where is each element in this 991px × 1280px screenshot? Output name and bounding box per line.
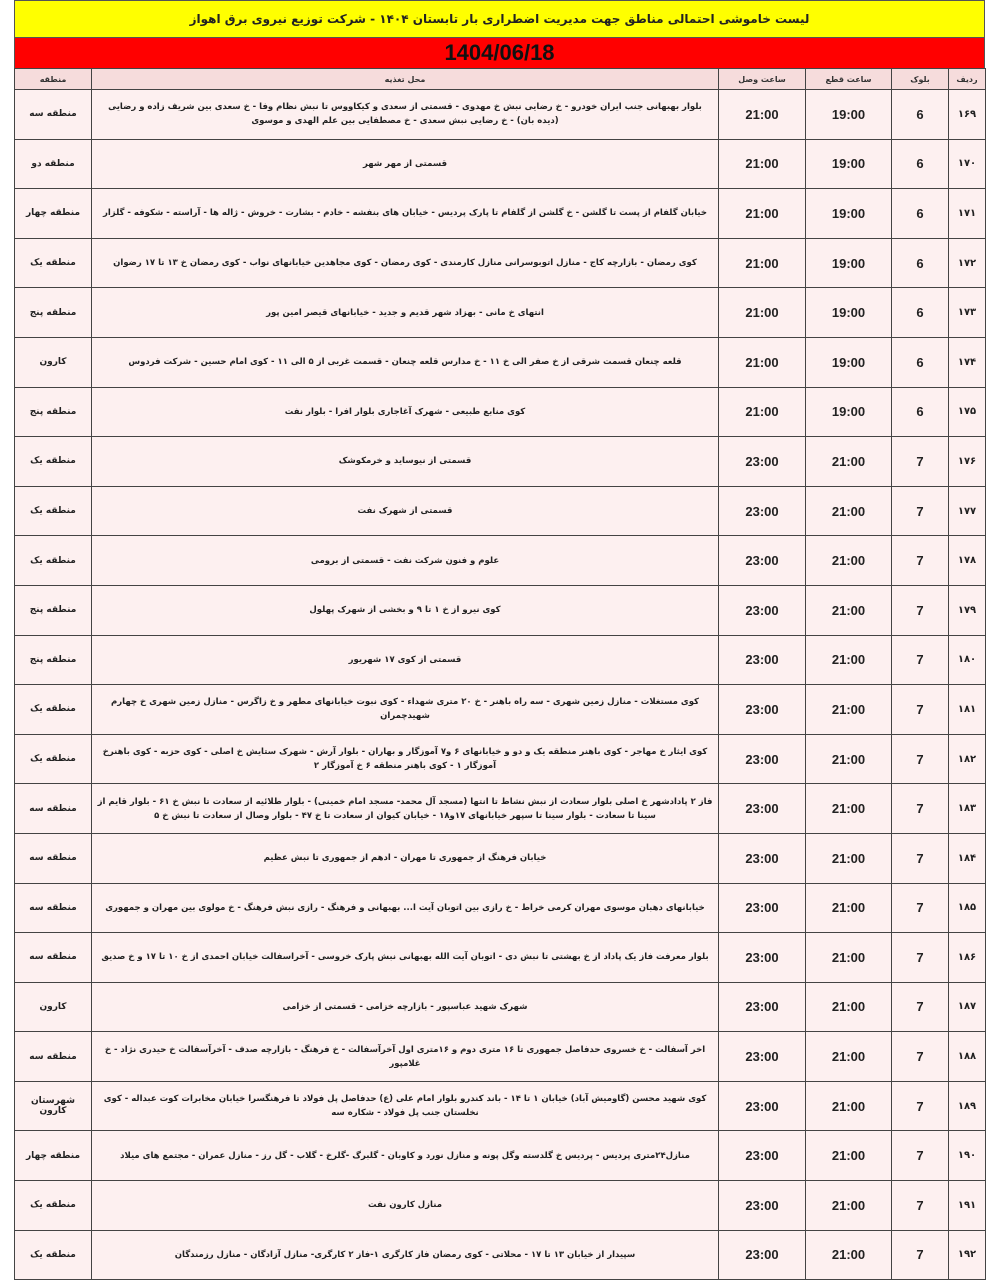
off-time-cell: 21:00 xyxy=(806,1032,892,1082)
row-number: ۱۸۷ xyxy=(949,982,986,1032)
region-cell: کارون xyxy=(15,337,92,387)
row-number: ۱۸۶ xyxy=(949,933,986,983)
location-cell: اخر آسفالت - خ خسروی حدفاصل جمهوری تا ۱۶ متری دوم و ۱۶متری اول آخرآسفالت - خ فرهنگ - بازارچه صدف - آخرآسفالت خ حیدری نژاد - خ غلامپور xyxy=(92,1032,719,1082)
region-cell: منطقه سه xyxy=(15,883,92,933)
table-row xyxy=(15,685,986,735)
on-time-cell: 23:00 xyxy=(719,1081,806,1131)
table-row xyxy=(15,288,986,338)
off-time-cell: 19:00 xyxy=(806,238,892,288)
region-cell: منطقه یک xyxy=(15,486,92,536)
block-cell: 7 xyxy=(892,635,949,685)
block-cell: 7 xyxy=(892,883,949,933)
on-time-cell: 23:00 xyxy=(719,486,806,536)
off-time-cell: 21:00 xyxy=(806,635,892,685)
location-cell: قسمتی از شهرک نفت xyxy=(92,486,719,536)
table-row xyxy=(15,883,986,933)
location-cell: شهرک شهید عباسپور - بازارچه خزامی - قسمتی از خزامی xyxy=(92,982,719,1032)
region-cell: منطقه چهار xyxy=(15,189,92,239)
off-time-cell: 19:00 xyxy=(806,189,892,239)
row-number: ۱۷۶ xyxy=(949,437,986,487)
table-row xyxy=(15,90,986,140)
block-cell: 7 xyxy=(892,1081,949,1131)
header-location: محل تغذیه xyxy=(92,69,719,90)
location-cell: علوم و فنون شرکت نفت - قسمتی از برومی xyxy=(92,536,719,586)
block-cell: 7 xyxy=(892,685,949,735)
block-cell: 7 xyxy=(892,1230,949,1280)
table-row xyxy=(15,238,986,288)
table-row xyxy=(15,635,986,685)
on-time-cell: 23:00 xyxy=(719,1230,806,1280)
on-time-cell: 21:00 xyxy=(719,189,806,239)
row-number: ۱۸۲ xyxy=(949,734,986,784)
table-row xyxy=(15,337,986,387)
location-cell: انتهای خ مانی - بهزاد شهر قدیم و جدید - خیابانهای قیصر امین پور xyxy=(92,288,719,338)
on-time-cell: 23:00 xyxy=(719,833,806,883)
region-cell: منطقه دو xyxy=(15,139,92,189)
block-cell: 6 xyxy=(892,90,949,140)
off-time-cell: 21:00 xyxy=(806,1181,892,1231)
table-row xyxy=(15,486,986,536)
region-cell: کارون xyxy=(15,982,92,1032)
row-number: ۱۹۱ xyxy=(949,1181,986,1231)
on-time-cell: 23:00 xyxy=(719,437,806,487)
block-cell: 6 xyxy=(892,189,949,239)
block-cell: 6 xyxy=(892,139,949,189)
on-time-cell: 23:00 xyxy=(719,1181,806,1231)
region-cell: منطقه یک xyxy=(15,536,92,586)
region-cell: منطقه یک xyxy=(15,1230,92,1280)
off-time-cell: 21:00 xyxy=(806,1081,892,1131)
off-time-cell: 19:00 xyxy=(806,337,892,387)
location-cell: کوی مستغلات - منازل زمین شهری - سه راه باهنر - خ ۲۰ متری شهداء - کوی نبوت خیابانهای مطهر و خ زاگرس - منازل زمین شهری خ چهارم شهیدچمران xyxy=(92,685,719,735)
location-cell: منازل۲۴متری پردیس - پردیس خ گلدسته وگل پونه و منازل نورد و کاوبان - گلبرگ -گلرخ - گلاب - گل رز - منازل عمران - مجتمع های میلاد xyxy=(92,1131,719,1181)
table-row xyxy=(15,536,986,586)
off-time-cell: 19:00 xyxy=(806,288,892,338)
block-cell: 7 xyxy=(892,486,949,536)
region-cell: شهرستان کارون xyxy=(15,1081,92,1131)
region-cell: منطقه سه xyxy=(15,90,92,140)
off-time-cell: 21:00 xyxy=(806,784,892,834)
off-time-cell: 21:00 xyxy=(806,685,892,735)
location-cell: قسمتی از مهر شهر xyxy=(92,139,719,189)
off-time-cell: 21:00 xyxy=(806,486,892,536)
region-cell: منطقه چهار xyxy=(15,1131,92,1181)
block-cell: 7 xyxy=(892,1131,949,1181)
location-cell: قسمتی از کوی ۱۷ شهریور xyxy=(92,635,719,685)
on-time-cell: 23:00 xyxy=(719,734,806,784)
table-row xyxy=(15,1032,986,1082)
location-cell: کوی منابع طبیعی - شهرک آغاجاری بلوار افرا - بلوار نفت xyxy=(92,387,719,437)
row-number: ۱۸۸ xyxy=(949,1032,986,1082)
on-time-cell: 23:00 xyxy=(719,685,806,735)
location-cell: خیابانهای دهبان موسوی مهران کرمی خراط - خ رازی بین اتوبان آیت ا... بهبهانی و فرهنگ - رازی نبش فرهنگ - خ مولوی بین مهران و جمهوری xyxy=(92,883,719,933)
region-cell: منطقه سه xyxy=(15,933,92,983)
block-cell: 6 xyxy=(892,337,949,387)
row-number: ۱۷۵ xyxy=(949,387,986,437)
location-cell: خیابان فرهنگ از جمهوری تا مهران - ادهم از جمهوری تا نبش عظیم xyxy=(92,833,719,883)
table-row xyxy=(15,784,986,834)
table-row xyxy=(15,387,986,437)
location-cell: کوی نیرو از خ ۱ تا ۹ و بخشی از شهرک پهلول xyxy=(92,585,719,635)
block-cell: 7 xyxy=(892,437,949,487)
table-row xyxy=(15,833,986,883)
table-row xyxy=(15,139,986,189)
on-time-cell: 23:00 xyxy=(719,635,806,685)
row-number: ۱۶۹ xyxy=(949,90,986,140)
on-time-cell: 21:00 xyxy=(719,139,806,189)
on-time-cell: 23:00 xyxy=(719,585,806,635)
on-time-cell: 23:00 xyxy=(719,883,806,933)
location-cell: خیابان گلفام از پست تا گلشن - خ گلشن از گلفام تا پارک پردیس - خیابان های بنفشه - خادم - بشارت - خروش - ژاله ها - آراسته - شکوفه - گلزار xyxy=(92,189,719,239)
block-cell: 7 xyxy=(892,585,949,635)
region-cell: منطقه یک xyxy=(15,685,92,735)
location-cell: منازل کارون نفت xyxy=(92,1181,719,1231)
row-number: ۱۷۷ xyxy=(949,486,986,536)
row-number: ۱۸۱ xyxy=(949,685,986,735)
region-cell: منطقه سه xyxy=(15,833,92,883)
block-cell: 6 xyxy=(892,387,949,437)
row-number: ۱۷۴ xyxy=(949,337,986,387)
on-time-cell: 21:00 xyxy=(719,337,806,387)
header-region: منطقه xyxy=(15,69,92,90)
row-number: ۱۷۰ xyxy=(949,139,986,189)
header-block: بلوک xyxy=(892,69,949,90)
location-cell: کوی شهید محسن (گاومیش آباد) خیابان ۱ تا ۱۴ - باند کندرو بلوار امام علی (ع) حدفاصل پل فولاد تا فرهنگسرا خیابان مخابرات کوت عبداله - کوی نخلستان جنب پل فولاد - شکاره سه xyxy=(92,1081,719,1131)
blackout-sheet xyxy=(14,0,985,1280)
table-row xyxy=(15,734,986,784)
table-row xyxy=(15,189,986,239)
location-cell: بلوار معرفت فاز یک پاداد از خ بهشتی تا نبش دی - اتوبان آیت الله بهبهانی نبش پارک خروسی - آخراسفالت خیابان احمدی از خ ۱۰ تا ۱۷ و خ صدیق xyxy=(92,933,719,983)
sheet-title: لیست خاموشی احتمالی مناطق جهت مدیریت اضطراری بار تابستان ۱۴۰۴ - شرکت توزیع نیروی برق اهواز xyxy=(14,0,985,38)
off-time-cell: 21:00 xyxy=(806,933,892,983)
region-cell: منطقه پنج xyxy=(15,288,92,338)
location-cell: سپیدار از خیابان ۱۳ تا ۱۷ - محلاتی - کوی رمضان فاز کارگری ۱-فاز ۲ کارگری- منازل آزادگان - منازل رزمندگان xyxy=(92,1230,719,1280)
region-cell: منطقه پنج xyxy=(15,387,92,437)
on-time-cell: 23:00 xyxy=(719,1032,806,1082)
row-number: ۱۸۹ xyxy=(949,1081,986,1131)
row-number: ۱۸۵ xyxy=(949,883,986,933)
block-cell: 7 xyxy=(892,784,949,834)
block-cell: 7 xyxy=(892,933,949,983)
off-time-cell: 21:00 xyxy=(806,437,892,487)
row-number: ۱۷۸ xyxy=(949,536,986,586)
location-cell: کوی ایثار خ مهاجر - کوی باهنر منطقه یک و دو و خیابانهای ۶ و۷ آموزگار و بهاران - بلوار آرش - شهرک ستایش خ اصلی - کوی حزبه - کوی باهنرخ آموزگار ۱ - کوی باهنر منطقه ۶ خ آموزگار ۲ xyxy=(92,734,719,784)
on-time-cell: 23:00 xyxy=(719,536,806,586)
table-row xyxy=(15,1131,986,1181)
on-time-cell: 21:00 xyxy=(719,288,806,338)
location-cell: بلوار بهبهانی جنب ایران خودرو - خ رضایی نبش خ مهدوی - قسمتی از سعدی و کیکاووس تا نبش نظام وفا - خ سعدی بین شریف زاده و رضایی (دیده بان) - خ رضایی نبش سعدی - خ مصطفایی بین علم الهدی و موسوی xyxy=(92,90,719,140)
off-time-cell: 21:00 xyxy=(806,1131,892,1181)
region-cell: منطقه پنج xyxy=(15,585,92,635)
row-number: ۱۷۲ xyxy=(949,238,986,288)
off-time-cell: 21:00 xyxy=(806,536,892,586)
table-row xyxy=(15,585,986,635)
location-cell: قلعه چنعان قسمت شرقی از خ صفر الی خ ۱۱ - خ مدارس قلعه چنعان - قسمت غربی از ۵ الی ۱۱ - کوی امام حسین - شرکت فردوس xyxy=(92,337,719,387)
location-cell: فاز ۲ پادادشهر خ اصلی بلوار سعادت از نبش نشاط تا انتها (مسجد آل محمد- مسجد امام خمینی) - بلوار طلائیه از سعادت تا نبش خ ۶۱ - بلوار قایم از سینا تا سعادت - بلوار سینا تا سپهر خیابانهای ۱۷و۱۸ - خیابان کیوان از سعادت تا خ ۴۷ - بلوار وصال از سعادت تا نبش خ ۵ xyxy=(92,784,719,834)
off-time-cell: 21:00 xyxy=(806,1230,892,1280)
off-time-cell: 21:00 xyxy=(806,883,892,933)
block-cell: 7 xyxy=(892,833,949,883)
off-time-cell: 21:00 xyxy=(806,585,892,635)
region-cell: منطقه یک xyxy=(15,238,92,288)
location-cell: کوی رمضان - بازارچه کاج - منازل اتوبوسرانی منازل کارمندی - کوی رمضان - کوی مجاهدین خیابانهای نواب - کوی رمضان خ ۱۳ تا ۱۷ رضوان xyxy=(92,238,719,288)
on-time-cell: 23:00 xyxy=(719,784,806,834)
on-time-cell: 21:00 xyxy=(719,238,806,288)
off-time-cell: 19:00 xyxy=(806,387,892,437)
row-number: ۱۹۰ xyxy=(949,1131,986,1181)
off-time-cell: 21:00 xyxy=(806,982,892,1032)
table-row xyxy=(15,1081,986,1131)
table-row xyxy=(15,1230,986,1280)
block-cell: 7 xyxy=(892,536,949,586)
location-cell: قسمتی از نیوساید و خرمکوشک xyxy=(92,437,719,487)
table-row xyxy=(15,437,986,487)
header-on-time: ساعت وصل xyxy=(719,69,806,90)
on-time-cell: 23:00 xyxy=(719,1131,806,1181)
table-header-row xyxy=(15,69,986,90)
region-cell: منطقه پنج xyxy=(15,635,92,685)
block-cell: 7 xyxy=(892,1181,949,1231)
on-time-cell: 21:00 xyxy=(719,90,806,140)
row-number: ۱۸۴ xyxy=(949,833,986,883)
on-time-cell: 23:00 xyxy=(719,982,806,1032)
row-number: ۱۸۰ xyxy=(949,635,986,685)
block-cell: 7 xyxy=(892,982,949,1032)
sheet-date: 1404/06/18 xyxy=(14,38,985,68)
off-time-cell: 19:00 xyxy=(806,139,892,189)
header-row-number: ردیف xyxy=(949,69,986,90)
blackout-table xyxy=(14,68,986,1280)
off-time-cell: 21:00 xyxy=(806,734,892,784)
block-cell: 7 xyxy=(892,1032,949,1082)
table-row xyxy=(15,933,986,983)
block-cell: 6 xyxy=(892,238,949,288)
region-cell: منطقه سه xyxy=(15,784,92,834)
row-number: ۱۹۲ xyxy=(949,1230,986,1280)
off-time-cell: 21:00 xyxy=(806,833,892,883)
header-off-time: ساعت قطع xyxy=(806,69,892,90)
block-cell: 6 xyxy=(892,288,949,338)
row-number: ۱۷۱ xyxy=(949,189,986,239)
row-number: ۱۷۳ xyxy=(949,288,986,338)
region-cell: منطقه یک xyxy=(15,437,92,487)
row-number: ۱۷۹ xyxy=(949,585,986,635)
off-time-cell: 19:00 xyxy=(806,90,892,140)
region-cell: منطقه سه xyxy=(15,1032,92,1082)
on-time-cell: 23:00 xyxy=(719,933,806,983)
block-cell: 7 xyxy=(892,734,949,784)
table-row xyxy=(15,982,986,1032)
row-number: ۱۸۳ xyxy=(949,784,986,834)
on-time-cell: 21:00 xyxy=(719,387,806,437)
region-cell: منطقه یک xyxy=(15,734,92,784)
table-row xyxy=(15,1181,986,1231)
region-cell: منطقه یک xyxy=(15,1181,92,1231)
